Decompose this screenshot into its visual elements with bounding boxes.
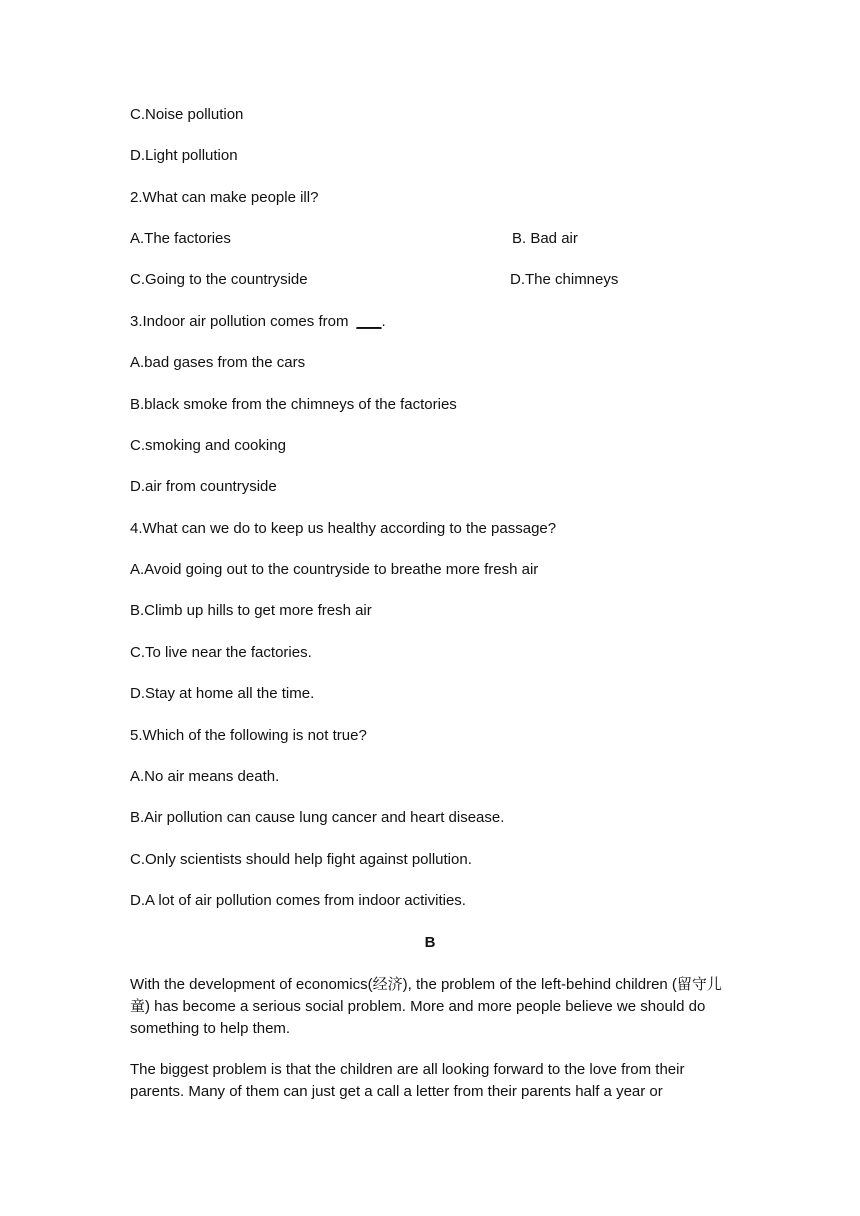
q4-option-a: A.Avoid going out to the countryside to breathe more fresh air (130, 561, 539, 578)
section-b-paragraph-2: The biggest problem is that the children are all looking forward to the love from their parents. Many of them can just get a call a letter from their parents half a year or (130, 1061, 685, 1100)
q5-option-a: A.No air means death. (130, 768, 280, 785)
q1-option-c: C.Noise pollution (130, 106, 244, 123)
q3-option-b: B.black smoke from the chimneys of the factories (130, 396, 457, 413)
q3-option-a: A.bad gases from the cars (130, 354, 306, 371)
q5-question: 5.Which of the following is not true? (130, 727, 367, 744)
q5-option-b: B.Air pollution can cause lung cancer and heart disease. (130, 809, 505, 826)
q2-option-d: D.The chimneys (510, 271, 619, 288)
q3-question-row (130, 313, 386, 331)
q2-question: 2.What can make people ill? (130, 189, 319, 206)
q3-question: 3.Indoor air pollution comes from (130, 313, 349, 330)
q4-option-b: B.Climb up hills to get more fresh air (130, 602, 372, 619)
q3-blank-end: . (381, 313, 386, 330)
section-b-heading: B (424, 934, 436, 951)
q3-blank-underline: ___ (356, 313, 382, 330)
q4-option-d: D.Stay at home all the time. (130, 685, 315, 702)
q4-option-c: C.To live near the factories. (130, 644, 312, 661)
q3-option-c: C.smoking and cooking (130, 437, 286, 454)
q5-option-d: D.A lot of air pollution comes from indoor activities. (130, 892, 466, 909)
section-b-paragraph-1: With the development of economics(经济), the problem of the left-behind children (留守儿童) has become a serious social problem. More and more people believe we should do something to help them. (130, 976, 722, 1037)
q3-answer-blank (356, 313, 385, 331)
q4-question: 4.What can we do to keep us healthy according to the passage? (130, 520, 557, 537)
q2-option-a: A.The factories (130, 230, 231, 247)
q2-option-b: B. Bad air (512, 230, 578, 247)
q1-option-d: D.Light pollution (130, 147, 238, 164)
q5-option-c: C.Only scientists should help fight against pollution. (130, 851, 472, 868)
q3-option-d: D.air from countryside (130, 478, 277, 495)
q2-option-c: C.Going to the countryside (130, 271, 308, 288)
